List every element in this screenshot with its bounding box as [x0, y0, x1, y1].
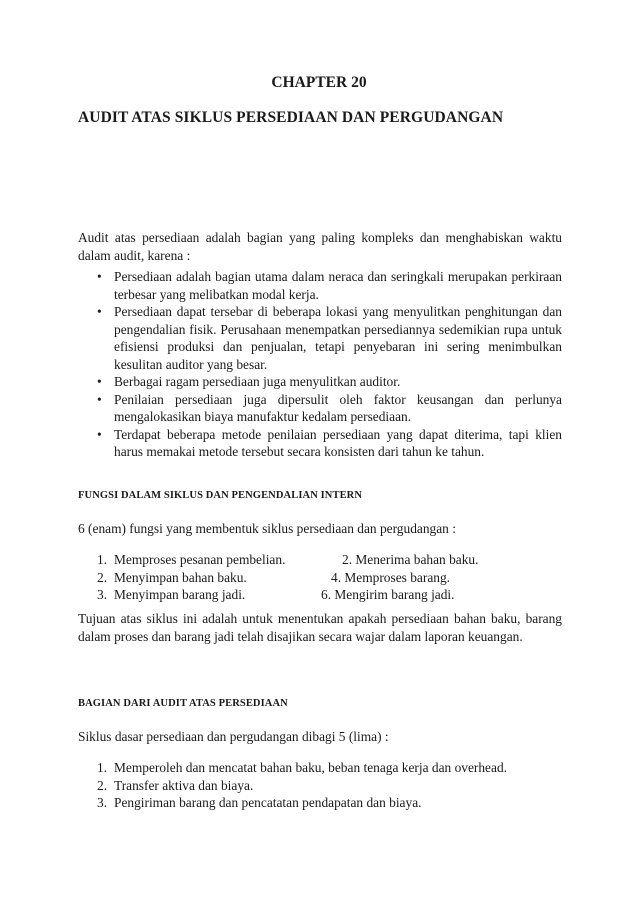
- item-number: 3.: [97, 795, 108, 810]
- item-text: Memperoleh dan mencatat bahan baku, beban tenaga kerja dan overhead.: [114, 760, 507, 775]
- item-text: Transfer aktiva dan biaya.: [114, 777, 254, 793]
- section-heading-fungsi: FUNGSI DALAM SIKLUS DAN PENGENDALIAN INTERN: [78, 490, 363, 501]
- item-text-right: 2. Menerima bahan baku.: [342, 552, 479, 567]
- item-text-left: Menyimpan bahan baku.: [114, 569, 247, 585]
- section-heading-bagian: BAGIAN DARI AUDIT ATAS PERSEDIAAN: [78, 698, 288, 709]
- item-number: 2.: [97, 569, 108, 585]
- bullet-item: • Berbagai ragam persediaan juga menyulitkan auditor.: [97, 373, 562, 391]
- bullet-item: • Terdapat beberapa metode penilaian persediaan yang dapat diterima, tapi klien harus memakai metode tersebut secara konsisten dari tahun ke tahun.: [97, 426, 562, 461]
- list-item: [97, 551, 478, 569]
- section2-lead: Siklus dasar persediaan dan pergudangan dibagi 5 (lima) :: [78, 729, 389, 744]
- item-number: 3.: [97, 587, 108, 602]
- tujuan-paragraph: Tujuan atas siklus ini adalah untuk menentukan apakah persediaan bahan baku, barang dalam proses dan barang jadi telah disajikan secara wajar dalam laporan keuangan.: [78, 611, 562, 644]
- item-text-left: Memproses pesanan pembelian.: [114, 552, 286, 567]
- item-text-right: 6. Mengirim barang jadi.: [321, 587, 455, 602]
- bullet-item: • Persediaan dapat tersebar di beberapa lokasi yang menyulitkan penghitungan dan pengendalian fisik. Perusahaan menempatkan persediannya sedemikian rupa untuk efisiensi produksi dan penjualan, tetapi penyebaran ini sering menimbulkan kesulitan auditor yang besar.: [97, 303, 562, 373]
- page-title: AUDIT ATAS SIKLUS PERSEDIAAN DAN PERGUDANGAN: [78, 109, 504, 126]
- item-number: 2.: [97, 777, 108, 793]
- list-item: [97, 794, 507, 812]
- section1-lead: 6 (enam) fungsi yang membentuk siklus persediaan dan pergudangan :: [78, 521, 456, 536]
- intro-paragraph: Audit atas persediaan adalah bagian yang paling kompleks dan menghabiskan waktu dalam audit, karena :: [78, 230, 562, 263]
- item-text-right: 4. Memproses barang.: [331, 569, 450, 585]
- functions-numbered-list: [97, 551, 478, 604]
- list-item: [97, 569, 478, 587]
- cycle-numbered-list: [97, 759, 507, 812]
- chapter-heading: [0, 74, 638, 92]
- item-text-left: Menyimpan barang jadi.: [114, 587, 246, 602]
- bullet-item: • Persediaan adalah bagian utama dalam neraca dan seringkali merupakan perkiraan terbesar yang melibatkan modal kerja.: [97, 268, 562, 303]
- reasons-bullet-list: [97, 268, 562, 461]
- list-item: [97, 777, 507, 795]
- item-number: 1.: [97, 552, 108, 567]
- bullet-item: • Penilaian persediaan juga dipersulit oleh faktor keusangan dan perlunya mengalokasikan biaya manufaktur kedalam persediaan.: [97, 391, 562, 426]
- list-item: [97, 759, 507, 777]
- item-text: Pengiriman barang dan pencatatan pendapatan dan biaya.: [114, 795, 422, 810]
- list-item: [97, 586, 478, 604]
- chapter-label: CHAPTER 20: [271, 74, 367, 91]
- item-number: 1.: [97, 760, 108, 775]
